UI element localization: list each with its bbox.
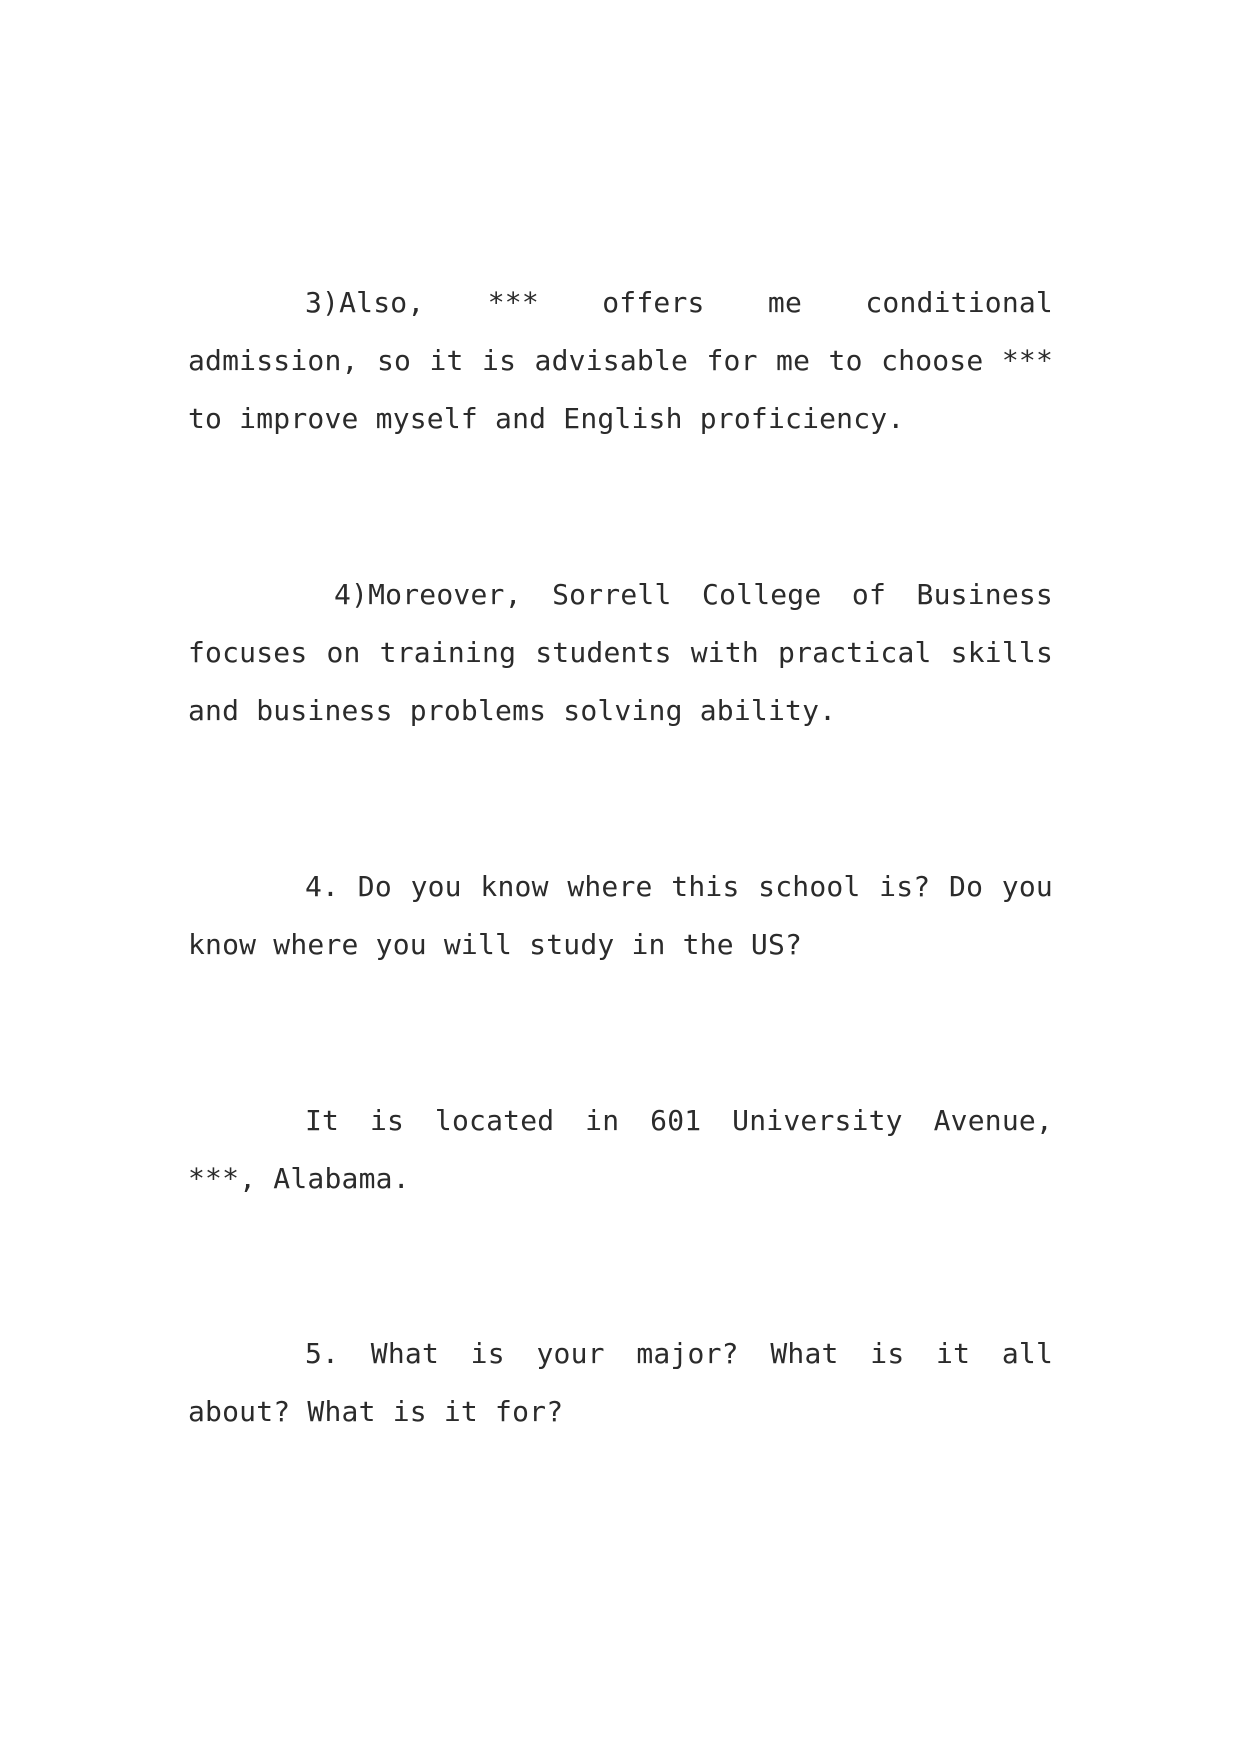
question-4: 4. Do you know where this school is? Do you know where you will study in the US? xyxy=(188,870,1053,961)
paragraph-reason-3: 3)Also, *** offers me conditional admission, so it is advisable for me to choose *** to improve myself and English proficiency. xyxy=(188,286,1053,435)
paragraph-reason-4: 4)Moreover, Sorrell College of Business focuses on training students with practical skills and business problems solving ability. xyxy=(188,578,1053,727)
answer-4: It is located in 601 University Avenue, ***, Alabama. xyxy=(188,1104,1053,1195)
question-5: 5. What is your major? What is it all about? What is it for? xyxy=(188,1337,1053,1428)
